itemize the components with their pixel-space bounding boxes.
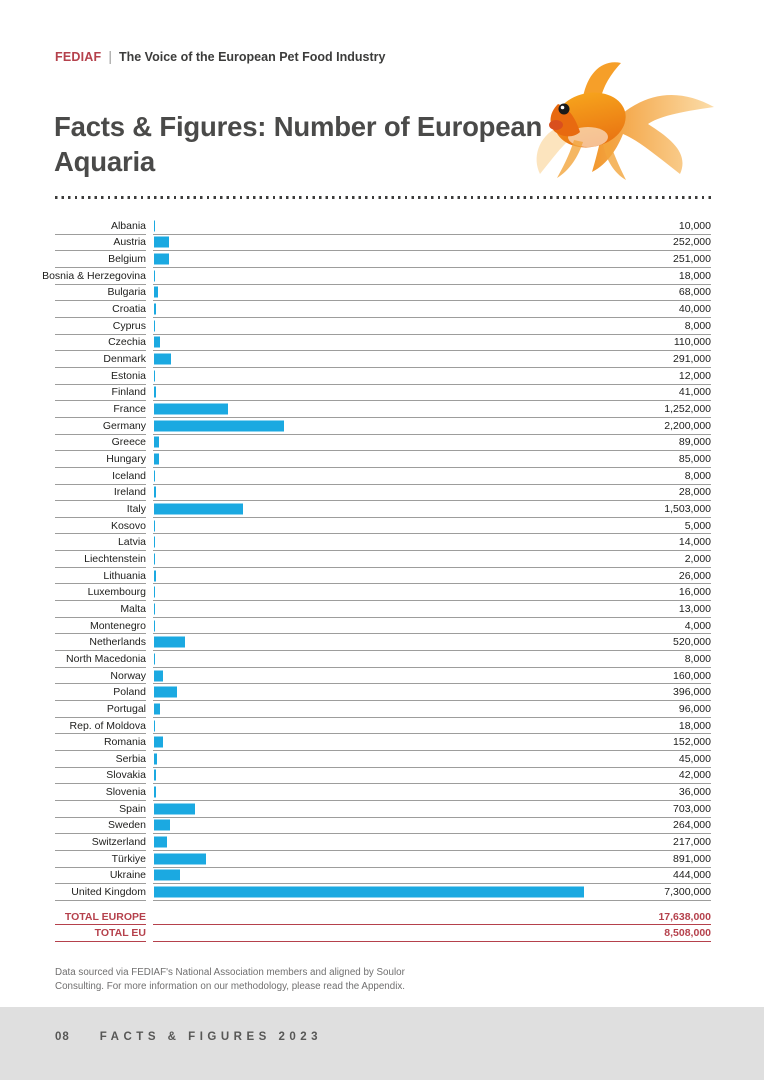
country-bar xyxy=(154,220,155,231)
chart-row xyxy=(55,285,711,302)
country-value: 8,000 xyxy=(684,652,711,665)
country-bar xyxy=(154,470,155,481)
country-bar xyxy=(154,520,155,531)
country-label: Finland xyxy=(55,385,146,402)
country-bar xyxy=(154,770,156,781)
country-label: Italy xyxy=(55,501,146,518)
country-value: 2,200,000 xyxy=(664,419,711,432)
bar-track xyxy=(153,718,711,735)
chart-row xyxy=(55,818,711,835)
bar-track xyxy=(153,385,711,402)
chart-row xyxy=(42,268,711,285)
country-value: 41,000 xyxy=(678,386,711,399)
chart-row xyxy=(55,651,711,668)
country-bar xyxy=(154,354,171,365)
country-bar xyxy=(154,287,158,298)
country-bar xyxy=(154,420,284,431)
chart-row xyxy=(55,884,711,901)
country-value: 396,000 xyxy=(673,686,711,699)
page-number: 08 xyxy=(55,1031,70,1043)
country-label: Liechtenstein xyxy=(55,551,146,568)
bar-track xyxy=(153,734,711,751)
country-label: Türkiye xyxy=(55,851,146,868)
country-value: 1,252,000 xyxy=(664,403,711,416)
country-value: 85,000 xyxy=(678,453,711,466)
total-value: 17,638,000 xyxy=(658,910,711,923)
chart-row xyxy=(55,784,711,801)
page-footer xyxy=(0,1007,764,1080)
country-label: France xyxy=(55,401,146,418)
country-label: Latvia xyxy=(55,534,146,551)
country-value: 291,000 xyxy=(673,353,711,366)
country-bar xyxy=(154,820,170,831)
country-bar xyxy=(154,254,169,265)
chart-totals xyxy=(55,909,711,942)
country-label: Denmark xyxy=(55,351,146,368)
country-value: 13,000 xyxy=(678,602,711,615)
bar-track xyxy=(153,318,711,335)
bar-track xyxy=(153,468,711,485)
chart-row xyxy=(55,684,711,701)
bar-track xyxy=(153,368,711,385)
chart-row xyxy=(55,834,711,851)
chart-row xyxy=(55,468,711,485)
country-label: Switzerland xyxy=(55,834,146,851)
country-label: Portugal xyxy=(55,701,146,718)
country-value: 891,000 xyxy=(673,852,711,865)
bar-track xyxy=(153,684,711,701)
country-label: Netherlands xyxy=(55,634,146,651)
brand-separator: | xyxy=(108,48,112,64)
country-label: Poland xyxy=(55,684,146,701)
bar-track xyxy=(153,518,711,535)
country-bar xyxy=(154,670,163,681)
country-label: Norway xyxy=(55,668,146,685)
chart-row xyxy=(55,351,711,368)
country-bar xyxy=(154,270,155,281)
total-track xyxy=(153,925,711,941)
chart-row xyxy=(55,601,711,618)
bar-track xyxy=(153,285,711,302)
chart-row xyxy=(55,251,711,268)
footer-document-title: FACTS & FIGURES 2023 xyxy=(99,1031,323,1043)
fish-eye xyxy=(559,104,570,115)
source-footnote xyxy=(55,966,405,994)
chart-row xyxy=(55,534,711,551)
country-label: Croatia xyxy=(55,301,146,318)
bar-track xyxy=(153,651,711,668)
country-label: Belgium xyxy=(55,251,146,268)
country-label: Spain xyxy=(55,801,146,818)
country-bar xyxy=(154,304,156,315)
country-label: United Kingdom xyxy=(55,884,146,901)
bar-track xyxy=(153,784,711,801)
country-bar xyxy=(154,237,169,248)
country-label: Serbia xyxy=(55,751,146,768)
bar-track xyxy=(153,834,711,851)
country-value: 444,000 xyxy=(673,869,711,882)
country-label: Ireland xyxy=(55,485,146,502)
chart-row xyxy=(55,235,711,252)
country-bar xyxy=(154,720,155,731)
chart-row xyxy=(55,318,711,335)
chart-row xyxy=(55,435,711,452)
country-value: 8,000 xyxy=(684,469,711,482)
country-value: 18,000 xyxy=(678,269,711,282)
country-value: 152,000 xyxy=(673,736,711,749)
country-value: 160,000 xyxy=(673,669,711,682)
country-value: 7,300,000 xyxy=(664,886,711,899)
bar-track xyxy=(153,401,711,418)
chart-row xyxy=(55,734,711,751)
country-label: Montenegro xyxy=(55,618,146,635)
bar-track xyxy=(153,218,711,235)
bar-track xyxy=(153,818,711,835)
country-value: 45,000 xyxy=(678,752,711,765)
chart-row xyxy=(55,418,711,435)
chart-row xyxy=(55,451,711,468)
brand-line xyxy=(55,49,385,65)
country-value: 520,000 xyxy=(673,636,711,649)
country-bar xyxy=(154,404,228,415)
country-label: Malta xyxy=(55,601,146,618)
country-bar xyxy=(154,637,185,648)
country-bar xyxy=(154,553,155,564)
country-label: Germany xyxy=(55,418,146,435)
country-bar xyxy=(154,387,156,398)
country-bar xyxy=(154,437,159,448)
total-label: TOTAL EUROPE xyxy=(55,909,146,925)
country-value: 703,000 xyxy=(673,802,711,815)
country-bar xyxy=(154,653,155,664)
country-value: 96,000 xyxy=(678,702,711,715)
chart-row xyxy=(55,568,711,585)
country-value: 68,000 xyxy=(678,286,711,299)
country-label: Kosovo xyxy=(55,518,146,535)
country-bar xyxy=(154,703,160,714)
country-value: 28,000 xyxy=(678,486,711,499)
chart-row xyxy=(55,718,711,735)
bar-track xyxy=(153,884,711,901)
aquaria-bar-chart xyxy=(42,218,711,942)
country-label: Sweden xyxy=(55,818,146,835)
bar-track xyxy=(153,634,711,651)
chart-rows xyxy=(42,218,711,901)
bar-track xyxy=(153,268,711,285)
bar-track xyxy=(153,618,711,635)
country-value: 251,000 xyxy=(673,253,711,266)
country-bar xyxy=(154,837,167,848)
country-bar xyxy=(154,537,155,548)
chart-row xyxy=(55,301,711,318)
country-bar xyxy=(154,570,156,581)
country-label: Czechia xyxy=(55,335,146,352)
bar-track xyxy=(153,584,711,601)
country-bar xyxy=(154,454,159,465)
bar-track xyxy=(153,251,711,268)
chart-row xyxy=(55,751,711,768)
country-value: 4,000 xyxy=(684,619,711,632)
country-label: Austria xyxy=(55,235,146,252)
country-label: Slovakia xyxy=(55,768,146,785)
country-bar xyxy=(154,503,243,514)
bar-track xyxy=(153,351,711,368)
country-bar xyxy=(154,687,177,698)
country-label: Greece xyxy=(55,435,146,452)
chart-row xyxy=(55,518,711,535)
country-label: Hungary xyxy=(55,451,146,468)
bar-track xyxy=(153,534,711,551)
country-bar xyxy=(154,870,180,881)
chart-row xyxy=(55,851,711,868)
bar-track xyxy=(153,485,711,502)
country-label: Rep. of Moldova xyxy=(55,718,146,735)
footnote-line-2: Consulting. For more information on our methodology, please read the Appendix. xyxy=(55,981,405,992)
brand-logo-text: FEDIAF xyxy=(55,50,102,64)
country-value: 2,000 xyxy=(684,552,711,565)
country-value: 89,000 xyxy=(678,436,711,449)
country-value: 252,000 xyxy=(673,236,711,249)
country-bar xyxy=(154,803,195,814)
country-label: Luxembourg xyxy=(55,584,146,601)
footnote-line-1: Data sourced via FEDIAF's National Association members and aligned by Soulor xyxy=(55,967,405,978)
total-track xyxy=(153,909,711,925)
chart-row xyxy=(55,385,711,402)
chart-row xyxy=(55,634,711,651)
bar-track xyxy=(153,418,711,435)
bar-track xyxy=(153,851,711,868)
country-bar xyxy=(154,620,155,631)
country-label: Lithuania xyxy=(55,568,146,585)
country-label: Romania xyxy=(55,734,146,751)
country-bar xyxy=(154,753,157,764)
country-value: 10,000 xyxy=(678,219,711,232)
country-bar xyxy=(154,603,155,614)
chart-row xyxy=(55,401,711,418)
country-value: 36,000 xyxy=(678,786,711,799)
chart-row xyxy=(55,668,711,685)
total-row xyxy=(55,925,711,941)
bar-track xyxy=(153,601,711,618)
country-value: 16,000 xyxy=(678,586,711,599)
bar-track xyxy=(153,435,711,452)
country-label: Albania xyxy=(55,218,146,235)
country-label: Bosnia & Herzegovina xyxy=(55,268,146,285)
country-value: 40,000 xyxy=(678,303,711,316)
brand-tagline: The Voice of the European Pet Food Industry xyxy=(118,50,386,64)
bar-track xyxy=(153,751,711,768)
chart-row xyxy=(55,335,711,352)
country-bar xyxy=(154,787,156,798)
chart-row xyxy=(55,584,711,601)
chart-row xyxy=(55,701,711,718)
country-bar xyxy=(154,487,156,498)
page-title: Facts & Figures: Number of European Aquaria xyxy=(54,111,543,177)
country-value: 264,000 xyxy=(673,819,711,832)
chart-row xyxy=(55,551,711,568)
total-row xyxy=(55,909,711,925)
bar-track xyxy=(153,235,711,252)
country-label: Estonia xyxy=(55,368,146,385)
country-label: Iceland xyxy=(55,468,146,485)
fish-eye-highlight xyxy=(561,106,565,110)
country-bar xyxy=(154,587,155,598)
bar-track xyxy=(153,868,711,885)
country-bar xyxy=(154,320,155,331)
country-label: Bulgaria xyxy=(55,285,146,302)
chart-row xyxy=(55,618,711,635)
country-label: North Macedonia xyxy=(55,651,146,668)
country-value: 14,000 xyxy=(678,536,711,549)
country-bar xyxy=(154,370,155,381)
country-bar xyxy=(154,737,163,748)
country-value: 18,000 xyxy=(678,719,711,732)
bar-track xyxy=(153,551,711,568)
country-value: 42,000 xyxy=(678,769,711,782)
bar-track xyxy=(153,335,711,352)
total-value: 8,508,000 xyxy=(664,926,711,939)
bar-track xyxy=(153,668,711,685)
country-label: Slovenia xyxy=(55,784,146,801)
country-bar xyxy=(154,853,206,864)
bar-track xyxy=(153,568,711,585)
total-label: TOTAL EU xyxy=(55,925,146,941)
chart-row xyxy=(55,485,711,502)
bar-track xyxy=(153,301,711,318)
country-value: 26,000 xyxy=(678,569,711,582)
country-value: 5,000 xyxy=(684,519,711,532)
bar-track xyxy=(153,451,711,468)
chart-row xyxy=(55,801,711,818)
bar-track xyxy=(153,701,711,718)
chart-row xyxy=(55,868,711,885)
country-bar xyxy=(154,337,160,348)
country-label: Cyprus xyxy=(55,318,146,335)
chart-row xyxy=(55,218,711,235)
country-value: 217,000 xyxy=(673,836,711,849)
chart-row xyxy=(55,501,711,518)
country-value: 1,503,000 xyxy=(664,502,711,515)
chart-row xyxy=(55,768,711,785)
chart-row xyxy=(55,368,711,385)
country-bar xyxy=(154,887,584,898)
bar-track xyxy=(153,801,711,818)
dotted-divider xyxy=(55,196,711,199)
bar-track xyxy=(153,501,711,518)
country-value: 12,000 xyxy=(678,369,711,382)
country-value: 110,000 xyxy=(673,336,711,349)
country-value: 8,000 xyxy=(684,319,711,332)
country-label: Ukraine xyxy=(55,868,146,885)
bar-track xyxy=(153,768,711,785)
